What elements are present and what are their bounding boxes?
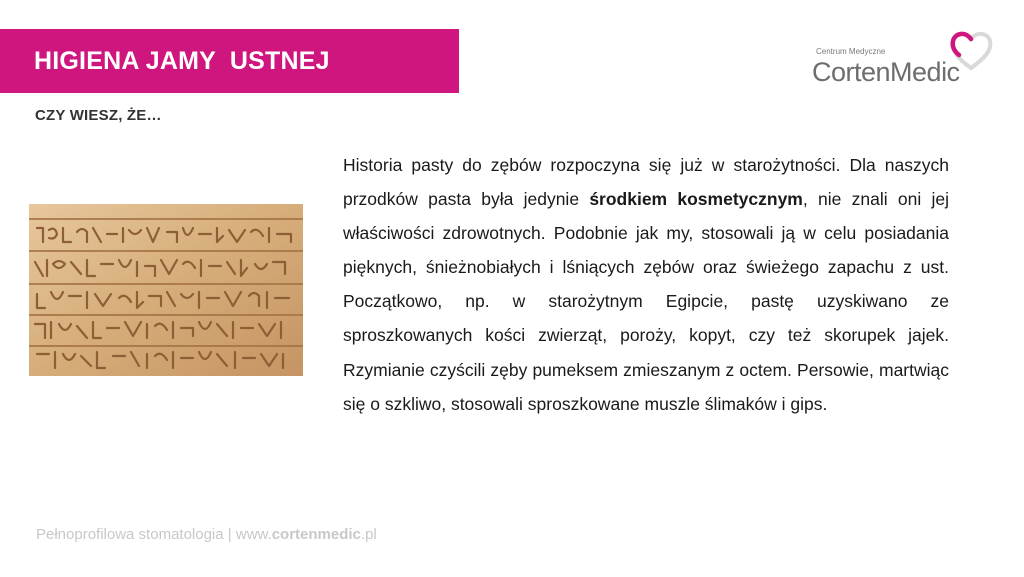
heart-logo-icon (947, 28, 997, 74)
page-title: HIGIENA JAMY USTNEJ (34, 46, 330, 75)
logo-tagline: Centrum Medyczne (816, 47, 886, 56)
footer-site-bold: cortenmedic (271, 526, 361, 543)
footer-tagline: Pełnoprofilowa stomatologia (36, 526, 224, 543)
body-text-part2: , nie znali oni jej właściwości zdrowotnych. Podobnie jak my, stosowali ją w celu posiadania pięknych, śnieżnobiałych i lśniących zębów oraz świeżego zapachu z ust. Początkowo, np. w starożytnym Egipcie, pastę uzyskiwano ze sproszkowanych kości zwierząt, poroży, kopyt, czy też skorupek jajek. Rzymianie czyścili zęby pumeksem zmieszanym z octem. Persowie, martwiąc się o szkliwo, stosowali sproszkowane muszle ślimaków i gips. (343, 189, 949, 414)
footer-site-suffix: .pl (360, 526, 377, 543)
footer-separator: | (223, 526, 236, 543)
logo-brand: CortenMedic (812, 57, 960, 87)
body-paragraph (343, 148, 949, 421)
body-text-part1: Historia pasty do zębów rozpoczyna się już w starożytności. Dla naszych przodków pasta była jedynie (343, 155, 949, 210)
footer-link[interactable] (236, 526, 377, 543)
title-band (0, 29, 459, 93)
body-text-bold: środkiem kosmetycznym (589, 189, 803, 210)
footer (36, 526, 377, 543)
footer-site-prefix: www. (235, 526, 272, 543)
hieroglyphs-image (29, 204, 303, 376)
logo (810, 28, 1000, 88)
subtitle: CZY WIESZ, ŻE… (35, 107, 162, 124)
